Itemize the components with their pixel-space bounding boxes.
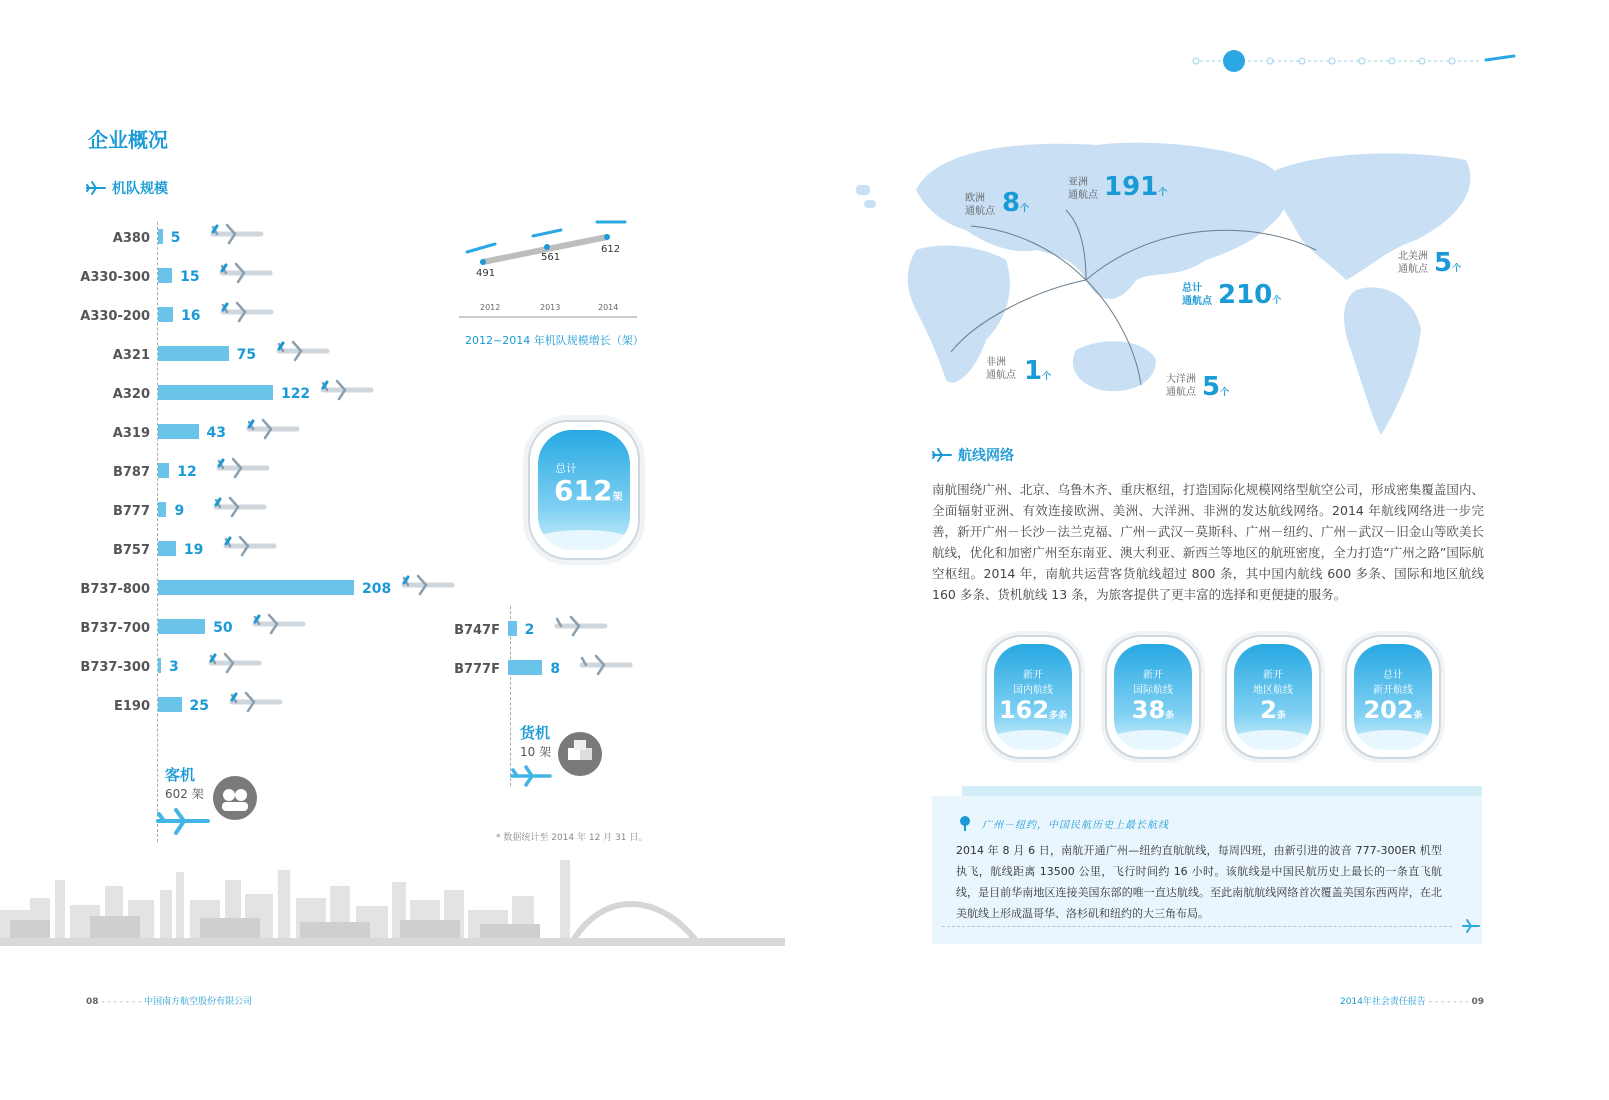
fleet-model-label: A319: [112, 425, 150, 441]
footnote: * 数据统计至 2014 年 12 月 31 日。: [496, 833, 648, 843]
europe-num: 8: [1002, 188, 1021, 218]
asia-count: [1104, 172, 1167, 202]
cargo-count: 10 架: [520, 745, 552, 759]
cargo-airplane-icon: [578, 653, 634, 677]
fleet-count: 50: [213, 620, 233, 636]
growth-point-2013: [544, 244, 550, 250]
total-value: [554, 474, 622, 507]
airplane-icon: [212, 495, 268, 519]
route-window-value: [1354, 696, 1432, 730]
passenger-count: 602 架: [165, 787, 204, 801]
fleet-bar: [158, 580, 354, 595]
fleet-model-label: B737-300: [80, 659, 150, 675]
growth-caption: 2012~2014 年机队规模增长（架）: [465, 334, 644, 347]
route-window-number: 38: [1131, 696, 1166, 724]
route-window-number: 162: [998, 696, 1050, 724]
passenger-icon: [213, 776, 257, 820]
route-window-number: 202: [1363, 696, 1414, 724]
airplane-icon: [228, 690, 284, 714]
total-routes-unit: 个: [1272, 296, 1282, 306]
route-window-unit: 多条: [1049, 711, 1068, 721]
fleet-model-label: A321: [112, 347, 150, 363]
fleet-count: 3: [169, 659, 179, 675]
section-progress-strip: [1190, 48, 1520, 74]
cargo-model-label: B747F: [454, 622, 500, 638]
asia-num: 191: [1104, 172, 1159, 202]
airplane-icon: [275, 339, 331, 363]
oceania-label-1: 大洋洲: [1166, 374, 1196, 385]
cargo-block: [520, 722, 551, 760]
europe-label-2: 通航点: [965, 206, 995, 217]
fleet-heading: [86, 178, 168, 198]
africa-count: [1024, 356, 1051, 386]
right-page-number: 09: [1471, 997, 1485, 1007]
route-window-unit: 条: [1413, 711, 1423, 721]
growth-value-2013: 561: [541, 252, 561, 263]
company-name: 中国南方航空股份有限公司: [144, 997, 253, 1007]
fleet-bar: [158, 697, 182, 712]
route-window-number: 2: [1260, 696, 1277, 724]
fleet-count: 16: [181, 308, 201, 324]
fleet-count: 25: [189, 698, 210, 714]
fleet-count: 5: [170, 230, 181, 246]
route-window: [1345, 635, 1441, 759]
growth-value-2012: 491: [476, 268, 496, 279]
airplane-icon: [222, 534, 278, 558]
route-window-line1: 总计: [1383, 670, 1403, 681]
passenger-label: 客机: [165, 766, 196, 784]
fleet-bar: [158, 268, 172, 283]
route-window-line2: 新开航线: [1373, 685, 1413, 696]
growth-year-2014: 2014: [598, 303, 619, 312]
route-window-line2: 国际航线: [1133, 685, 1173, 696]
route-window: [1225, 635, 1321, 759]
cargo-plane-icon: [510, 764, 554, 788]
asia-label-1: 亚洲: [1068, 177, 1088, 188]
fleet-count: 15: [180, 269, 200, 285]
fleet-heading-text: 机队规模: [112, 181, 168, 197]
oceania-label-2: 通航点: [1166, 387, 1196, 398]
kapok-flower-icon: [956, 814, 974, 832]
cargo-model-label: B777F: [454, 661, 500, 677]
fleet-model-label: B737-700: [80, 620, 150, 636]
asia-label-2: 通航点: [1068, 190, 1098, 201]
oceania-unit: 个: [1220, 388, 1230, 398]
plane-icon: [932, 448, 952, 462]
fleet-model-label: B787: [112, 464, 150, 480]
fleet-model-label: A330-300: [80, 269, 150, 285]
passenger-block: [165, 764, 204, 802]
total-number: 612: [554, 474, 613, 507]
report-name: 2014年社会责任报告: [1340, 997, 1426, 1007]
route-window: [985, 635, 1081, 759]
route-window-unit: 条: [1165, 711, 1175, 721]
fleet-model-label: B777: [112, 503, 150, 519]
route-window-value: [994, 696, 1072, 730]
fleet-bar: [158, 424, 199, 439]
right-footer: 2014年社会责任报告 - - - - - - - 09: [1340, 997, 1485, 1007]
airplane-icon: [218, 261, 274, 285]
info-box-divider: [942, 926, 1452, 927]
airplane-icon: [209, 222, 265, 246]
fleet-count: 19: [183, 542, 204, 558]
total-routes-count: [1218, 280, 1281, 310]
europe-label-1: 欧洲: [965, 193, 985, 204]
routes-heading: [932, 445, 1014, 465]
europe-label: [965, 192, 995, 218]
africa-label: [986, 356, 1016, 382]
route-window: [1105, 635, 1201, 759]
airplane-icon: [400, 573, 456, 597]
cargo-bar: [508, 621, 517, 636]
airplane-icon: [319, 378, 375, 402]
total-unit: 架: [612, 492, 623, 503]
africa-label-2: 通航点: [986, 370, 1016, 381]
plane-icon: [86, 181, 106, 195]
cargo-label: 货机: [520, 724, 551, 742]
airplane-icon: [251, 612, 307, 636]
route-window-line1: 新开: [1143, 670, 1163, 681]
route-window-unit: 条: [1276, 711, 1286, 721]
route-window-value: [1234, 696, 1312, 730]
fleet-count: 12: [177, 464, 197, 480]
passenger-plane-icon: [156, 806, 212, 836]
fleet-bar: [158, 346, 229, 361]
asia-label: [1068, 176, 1098, 202]
north-america-unit: 个: [1452, 264, 1462, 274]
fleet-model-label: A330-200: [80, 308, 150, 324]
airplane-icon: [245, 417, 301, 441]
fleet-model-label: B757: [112, 542, 150, 558]
europe-unit: 个: [1020, 204, 1030, 214]
airplane-icon: [215, 456, 271, 480]
fleet-bar: [158, 385, 273, 400]
north-america-label-1: 北美洲: [1398, 251, 1428, 262]
fleet-bar: [158, 307, 173, 322]
fleet-count: 43: [206, 425, 226, 441]
page-title: 企业概况: [88, 128, 168, 152]
fleet-bar: [158, 463, 169, 478]
africa-unit: 个: [1042, 372, 1052, 382]
left-footer: 08 - - - - - - - 中国南方航空股份有限公司: [86, 997, 253, 1007]
routes-paragraph: 南航围绕广州、北京、乌鲁木齐、重庆枢纽，打造国际化规模网络型航空公司，形成密集覆盖国内、全面辐射亚洲、有效连接欧洲、美洲、大洋洲、非洲的发达航线网络。2014 年航线网络进一步完善，新开广州－长沙－法兰克福、广州－武汉－莫斯科、广州－纽约、广州－武汉－旧金山等欧美长航线，优化和加密广州至东南亚、澳大利亚、新西兰等地区的航班密度，全力打造“广州之路”国际航空枢纽。2014 年，南航共运营客货航线超过 800 条，其中国内航线 600 多条、国际和地区航线 160 多条、货机航线 13 条，为旅客提供了更丰富的选择和更便捷的服务。: [932, 482, 1484, 602]
asia-unit: 个: [1158, 188, 1168, 198]
routes-heading-text: 航线网络: [958, 448, 1014, 464]
fleet-count: 122: [280, 386, 311, 402]
airplane-icon: [219, 300, 275, 324]
cargo-airplane-icon: [553, 614, 609, 638]
total-window: [528, 420, 640, 560]
growth-point-2014: [604, 234, 610, 240]
info-box-text: 2014 年 8 月 6 日，南航开通广州—纽约直航航线，每周四班，由新引进的波音 777-300ER 机型执飞，航线距离 13500 公里，飞行时间约 16 小时。该航线是中国民航历史上最长的一条直飞航线，是目前华南地区连接美国东部的唯一直达航线。至此南航航线网络首次覆盖美国东西两岸，在北美航线上形成温哥华、洛杉矶和纽约的大三角布局。: [956, 844, 1442, 920]
route-window-line1: 新开: [1023, 670, 1043, 681]
total-routes-label-1: 总计: [1182, 283, 1202, 294]
plane-icon: [467, 244, 495, 252]
north-america-label: [1398, 250, 1428, 276]
growth-point-2012: [480, 259, 486, 265]
north-america-num: 5: [1434, 248, 1453, 278]
fleet-bar: [158, 229, 163, 244]
africa-label-1: 非洲: [986, 357, 1006, 368]
fleet-count: 75: [236, 347, 257, 363]
route-window-line2: 国内航线: [1013, 685, 1053, 696]
plane-icon: [533, 230, 561, 236]
fleet-model-label: E190: [113, 698, 150, 714]
total-routes-num: 210: [1218, 280, 1273, 310]
city-skyline-illustration: [0, 850, 785, 946]
cargo-count-value: 2: [524, 622, 535, 638]
left-page-number: 08: [86, 997, 99, 1007]
total-routes-label: [1182, 282, 1212, 308]
info-box-header: [956, 814, 1169, 832]
fleet-bar: [158, 502, 166, 517]
fleet-model-label: A320: [112, 386, 150, 402]
growth-year-2013: 2013: [540, 303, 561, 312]
north-america-count: [1434, 248, 1461, 278]
growth-value-2014: 612: [601, 244, 621, 255]
fleet-bar: [158, 658, 161, 673]
north-america-label-2: 通航点: [1398, 264, 1428, 275]
fleet-model-label: A380: [112, 230, 150, 246]
europe-count: [1002, 188, 1029, 218]
fleet-count: 9: [174, 503, 185, 519]
airplane-icon: [207, 651, 263, 675]
oceania-count: [1202, 372, 1229, 402]
fleet-model-label: B737-800: [80, 581, 150, 597]
oceania-num: 5: [1202, 372, 1221, 402]
route-window-line1: 新开: [1263, 670, 1283, 681]
cargo-count-value: 8: [550, 661, 561, 677]
fleet-bar: [158, 541, 176, 556]
cargo-bar: [508, 660, 542, 675]
info-box: [932, 796, 1482, 944]
cargo-icon: [558, 732, 602, 776]
growth-year-2012: 2012: [480, 303, 501, 312]
info-box-title: 广州－纽约，中国民航历史上最长航线: [982, 819, 1169, 831]
total-label: 总计: [555, 462, 577, 475]
route-window-value: [1114, 696, 1192, 730]
total-routes-label-2: 通航点: [1182, 296, 1212, 307]
fleet-count: 208: [362, 581, 392, 597]
oceania-label: [1166, 373, 1196, 399]
plane-icon: [1462, 918, 1480, 934]
africa-num: 1: [1024, 356, 1043, 386]
fleet-bar: [158, 619, 205, 634]
route-window-line2: 地区航线: [1253, 685, 1293, 696]
